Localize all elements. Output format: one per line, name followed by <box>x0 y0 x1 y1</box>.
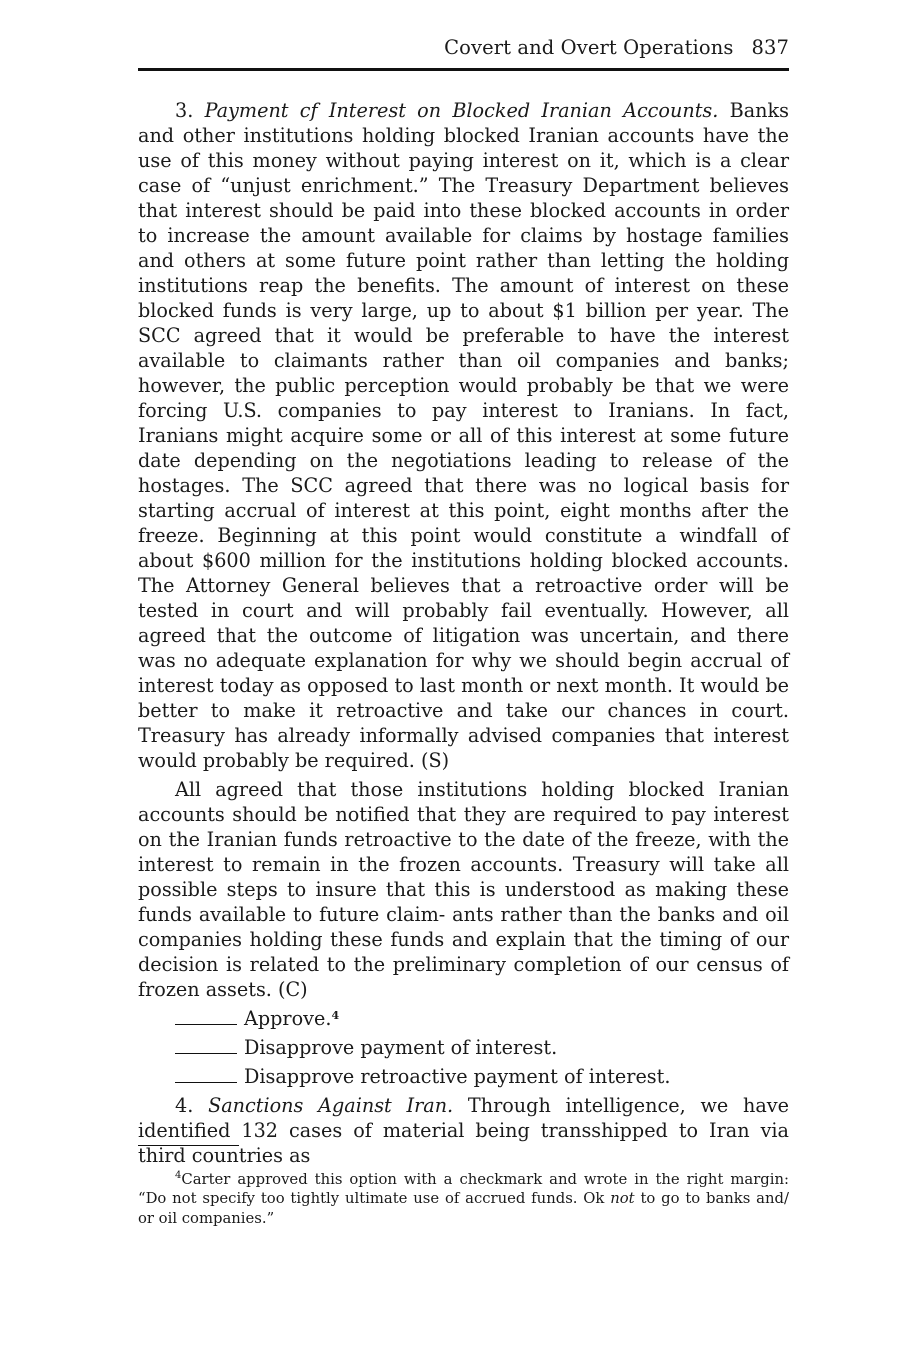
running-title: Covert and Overt Operations <box>444 36 734 59</box>
header-rule <box>138 68 789 71</box>
checkmark-blank <box>175 1052 237 1054</box>
option-approve <box>138 1006 789 1031</box>
checkmark-blank <box>175 1081 237 1083</box>
option-disapprove-payment <box>138 1035 789 1060</box>
paragraph-sanctions <box>138 1093 789 1168</box>
footnote-emphasis: not <box>610 1190 635 1208</box>
item-number: 4. <box>175 1094 194 1117</box>
option-label: Disapprove payment of interest. <box>244 1036 558 1059</box>
footnote-paragraph <box>138 1166 789 1228</box>
footnote-text-end: to go to banks and/ or oil companies.” <box>138 1190 789 1227</box>
body-text <box>138 98 789 1168</box>
paragraph-interest <box>138 98 789 773</box>
running-header <box>138 36 789 59</box>
paragraph-text: Through intelligence, we have identified 132 cases of material being transshipped to Iran via third countries as <box>138 1094 789 1167</box>
option-disapprove-retroactive <box>138 1064 789 1089</box>
checkmark-blank <box>175 1023 237 1025</box>
section-heading: Payment cf Interest on Blocked Iranian Accounts. <box>204 99 719 122</box>
footnote-text: Carter approved this option with a checkmark and wrote in the right margin: “Do not specify too tightly ultimate use of accrued funds. Ok <box>138 1170 789 1208</box>
footnote <box>138 1166 789 1228</box>
paragraph-text: All agreed that those institutions holding blocked Iranian accounts should be notified that they are required to pay interest on the Iranian funds retroactive to the date of the freeze, with the interest to remain in the frozen accounts. Treasury will take all possible steps to insure that this is understood as making these funds available to future claim- ants rather than the banks and oil companies holding these funds and explain that the timing of our decision is related to the preliminary completion of our census of frozen assets. (C) <box>138 778 789 1001</box>
footnote-rule <box>138 1145 239 1146</box>
paragraph-agreement <box>138 777 789 1002</box>
document-page <box>138 0 789 1351</box>
footnote-reference: 4 <box>331 1009 340 1022</box>
paragraph-text: Banks and other institutions holding blocked Iranian accounts have the use of this money without paying interest on it, which is a clear case of “unjust enrichment.” The Treasury Department believes that interest should be paid into these blocked accounts in order to increase the amount available for claims by hostage families and others at some future point rather than letting the holding institutions reap the benefits. The amount of interest on these blocked funds is very large, up to about $1 billion per year. The SCC agreed that it would be preferable to have the interest available to claimants rather than oil companies and banks; however, the public perception would probably be that we were forcing U.S. companies to pay interest to Iranians. In fact, Iranians might acquire some or all of this interest at some future date depending on the negotiations leading to release of the hostages. The SCC agreed that there was no logical basis for starting accrual of interest at this point, eight months after the freeze. Beginning at this point would constitute a windfall of about $600 million for the institutions holding blocked accounts. The Attorney General believes that a retroactive order will be tested in court and will probably fail eventually. However, all agreed that the outcome of litigation was uncertain, and there was no adequate explanation for why we should begin accrual of interest today as opposed to last month or next month. It would be better to make it retroactive and take our chances in court. Treasury has already informally advised companies that interest would probably be required. (S) <box>138 99 789 772</box>
page-number: 837 <box>751 36 789 59</box>
option-label: Disapprove retroactive payment of interest. <box>244 1065 671 1088</box>
item-number: 3. <box>175 99 194 122</box>
option-label: Approve. <box>244 1007 332 1030</box>
footnote-marker: 4 <box>175 1170 182 1181</box>
section-heading: Sanctions Against Iran. <box>208 1094 454 1117</box>
